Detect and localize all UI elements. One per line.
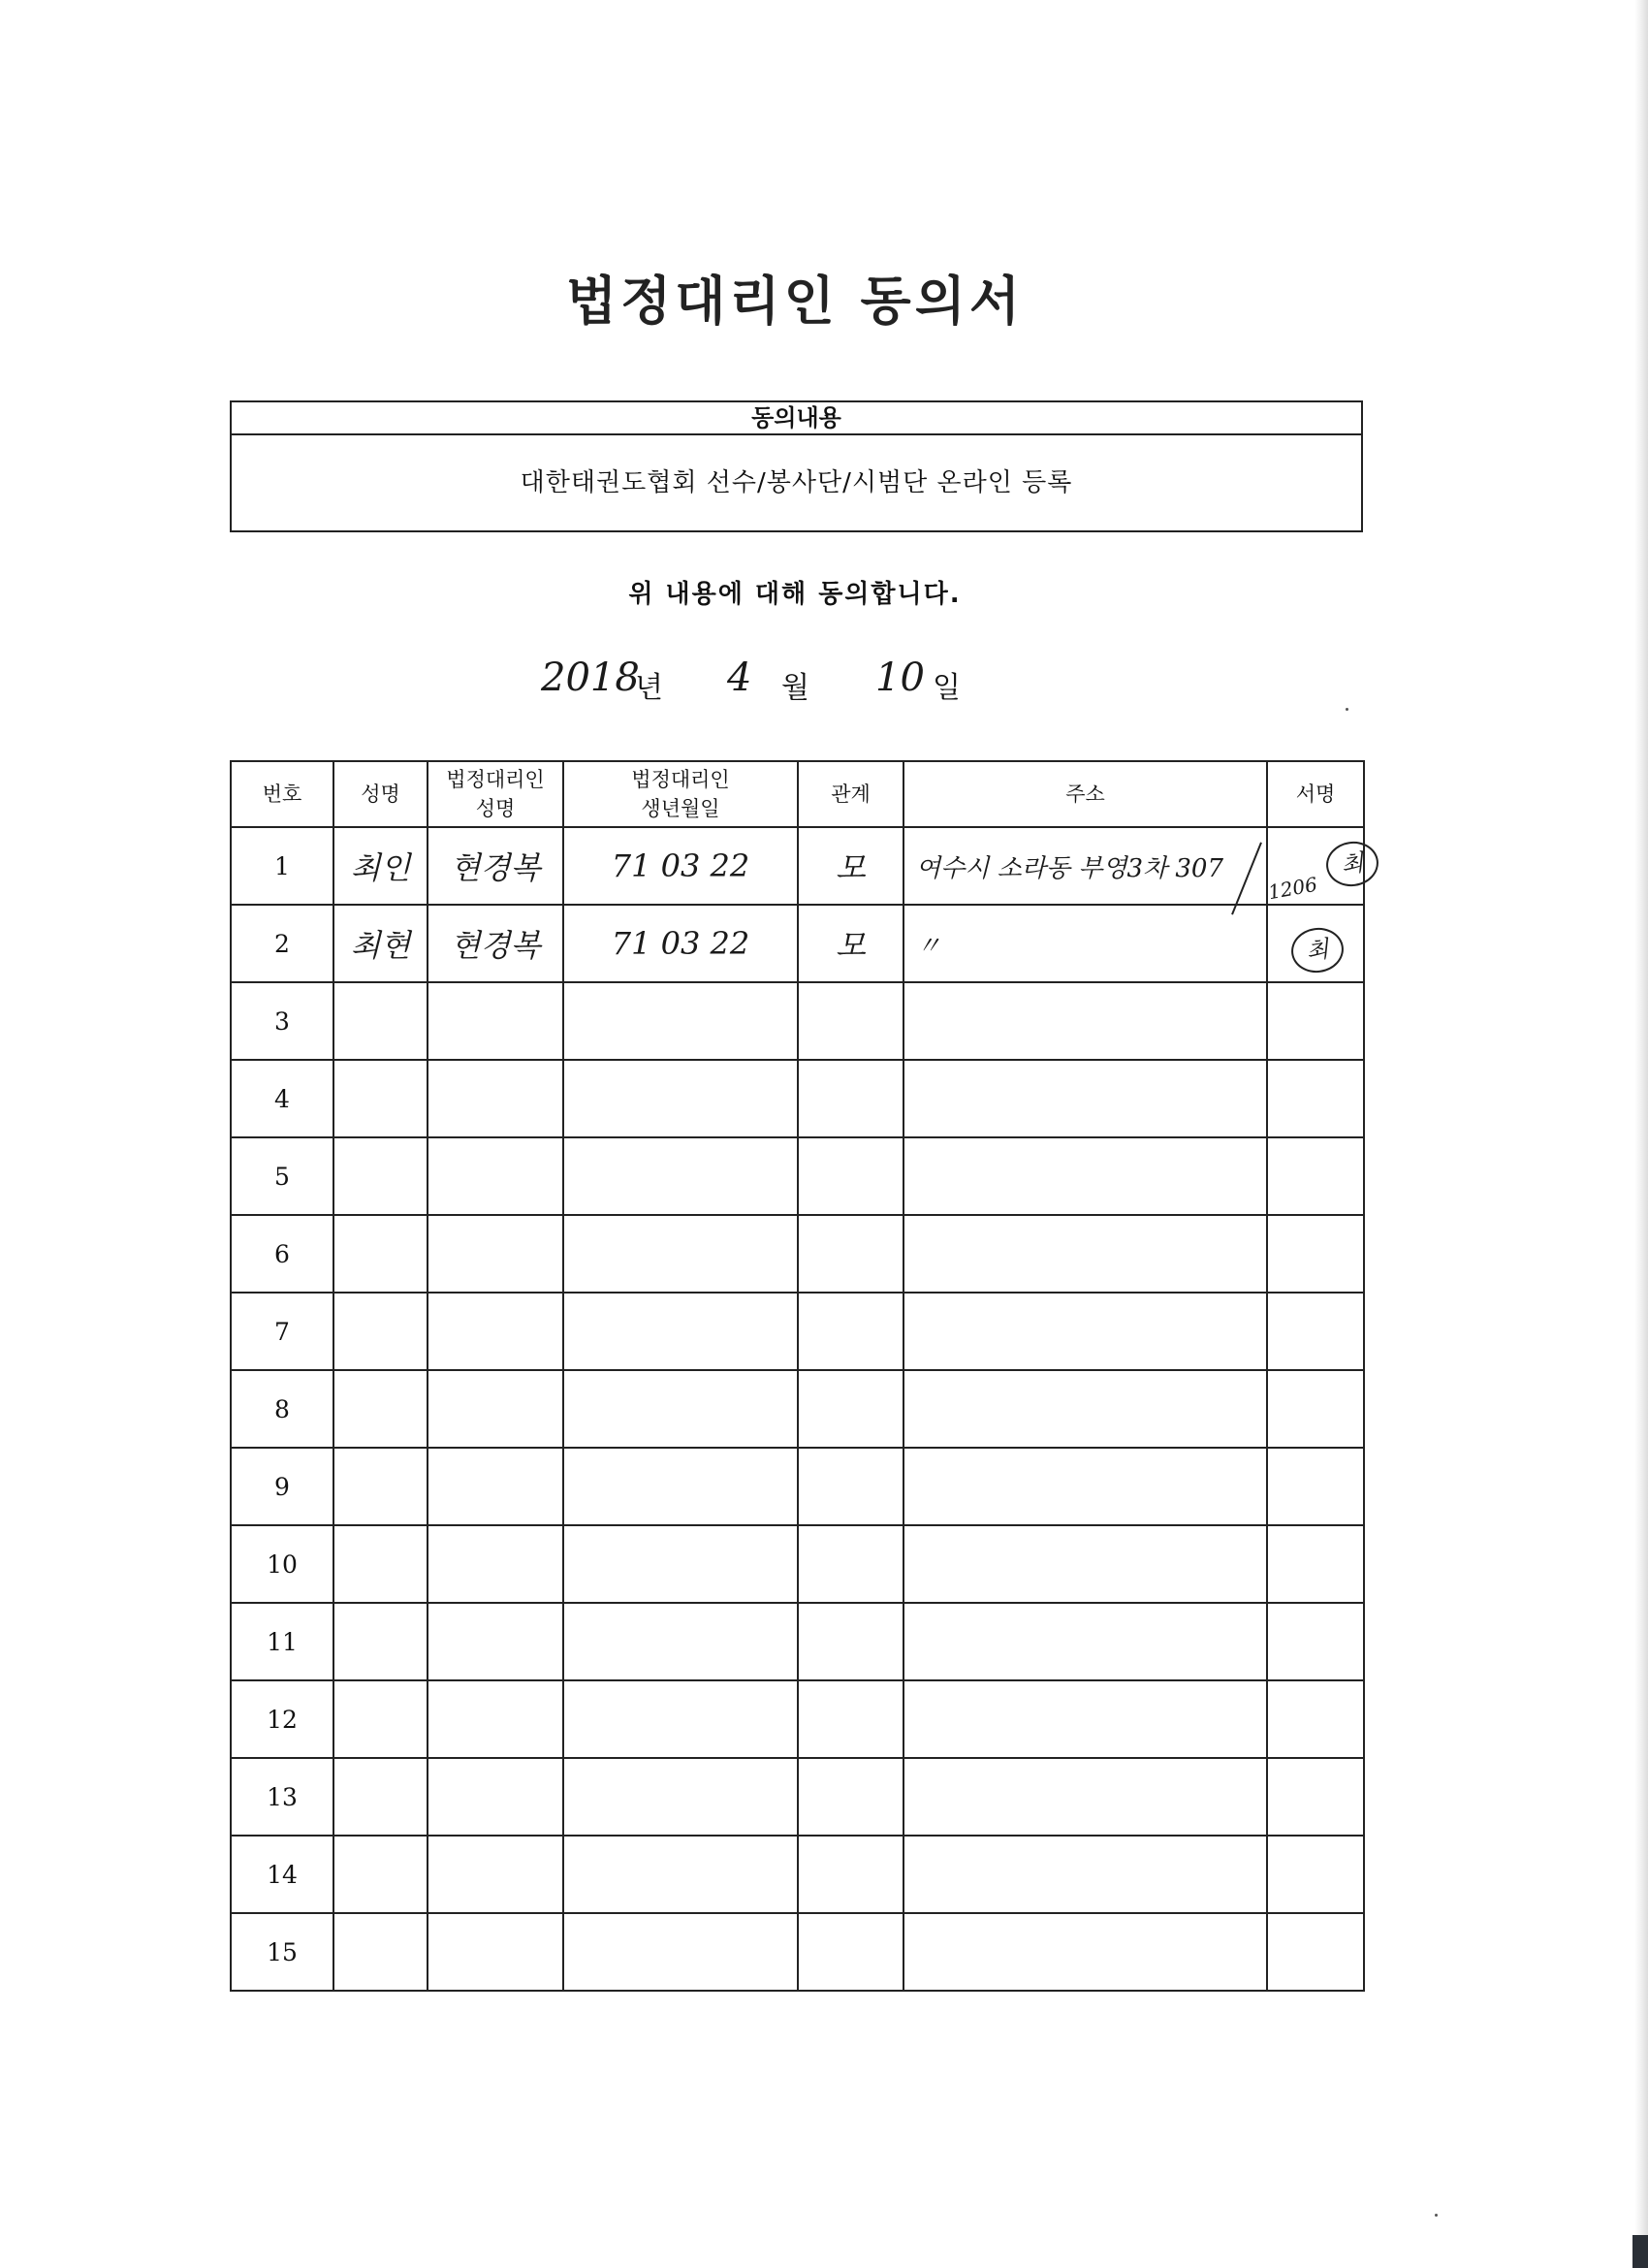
cell-no: 11 bbox=[231, 1603, 333, 1680]
cell-name bbox=[333, 1060, 428, 1137]
cell-address bbox=[903, 1758, 1267, 1836]
date-line bbox=[0, 655, 1648, 714]
cell-relation bbox=[798, 1836, 903, 1913]
scan-speck bbox=[1435, 2214, 1438, 2217]
header-address: 주소 bbox=[903, 761, 1267, 827]
cell-relation bbox=[798, 1680, 903, 1758]
date-day-label: 일 bbox=[933, 671, 961, 705]
consent-content-box bbox=[230, 400, 1363, 532]
cell-signature bbox=[1267, 1836, 1364, 1913]
cell-relation bbox=[798, 1215, 903, 1293]
signature-seal: 최 bbox=[1288, 924, 1347, 975]
row-1-address-extra: 1206 bbox=[1266, 872, 1319, 905]
cell-name bbox=[333, 1603, 428, 1680]
table-row bbox=[231, 905, 1364, 982]
cell-address bbox=[903, 1525, 1267, 1603]
cell-name: 최현 bbox=[333, 905, 428, 982]
header-guardian-birth-line1: 법정대리인 bbox=[631, 768, 730, 791]
cell-address bbox=[903, 1913, 1267, 1991]
cell-guardian-name bbox=[428, 1758, 563, 1836]
cell-name bbox=[333, 1215, 428, 1293]
cell-signature bbox=[1267, 1215, 1364, 1293]
cell-no: 12 bbox=[231, 1680, 333, 1758]
cell-address bbox=[903, 982, 1267, 1060]
cell-no: 5 bbox=[231, 1137, 333, 1215]
agreement-statement: 위 내용에 대해 동의합니다. bbox=[628, 580, 962, 609]
cell-guardian-name bbox=[428, 1680, 563, 1758]
cell-guardian-name bbox=[428, 1603, 563, 1680]
cell-guardian-name bbox=[428, 982, 563, 1060]
cell-guardian-name bbox=[428, 1060, 563, 1137]
cell-guardian-birth: 71 03 22 bbox=[563, 827, 798, 905]
cell-name bbox=[333, 1680, 428, 1758]
table-row bbox=[231, 982, 1364, 1060]
header-signature: 서명 bbox=[1267, 761, 1364, 827]
cell-name bbox=[333, 1137, 428, 1215]
cell-signature bbox=[1267, 1680, 1364, 1758]
table-row bbox=[231, 827, 1364, 905]
consent-content-body: 대한태권도협회 선수/봉사단/시범단 온라인 등록 bbox=[520, 468, 1073, 497]
cell-guardian-name bbox=[428, 1836, 563, 1913]
cell-guardian-birth bbox=[563, 1370, 798, 1448]
table-row bbox=[231, 1525, 1364, 1603]
cell-guardian-name: 현경복 bbox=[428, 827, 563, 905]
cell-no: 10 bbox=[231, 1525, 333, 1603]
guardian-table bbox=[230, 760, 1365, 1992]
cell-relation bbox=[798, 1137, 903, 1215]
cell-signature bbox=[1267, 1370, 1364, 1448]
cell-signature bbox=[1267, 1060, 1364, 1137]
consent-content-header: 동의내용 bbox=[232, 402, 1361, 435]
cell-guardian-name bbox=[428, 1215, 563, 1293]
header-guardian-birth bbox=[563, 761, 798, 827]
date-year-label: 년 bbox=[635, 671, 663, 705]
cell-signature bbox=[1267, 1603, 1364, 1680]
cell-guardian-birth bbox=[563, 1913, 798, 1991]
cell-relation bbox=[798, 1603, 903, 1680]
cell-no: 7 bbox=[231, 1293, 333, 1370]
cell-relation bbox=[798, 1370, 903, 1448]
cell-no: 14 bbox=[231, 1836, 333, 1913]
cell-address: 여수시 소라동 부영3차 307 bbox=[903, 827, 1267, 905]
cell-relation bbox=[798, 1758, 903, 1836]
cell-name bbox=[333, 1448, 428, 1525]
document-title: 법정대리인 동의서 bbox=[565, 271, 1025, 332]
table-row bbox=[231, 1758, 1364, 1836]
cell-relation bbox=[798, 1913, 903, 1991]
cell-name: 최인 bbox=[333, 827, 428, 905]
cell-address bbox=[903, 1293, 1267, 1370]
cell-no: 15 bbox=[231, 1913, 333, 1991]
cell-name bbox=[333, 1370, 428, 1448]
cell-address bbox=[903, 1603, 1267, 1680]
cell-address bbox=[903, 1215, 1267, 1293]
cell-guardian-name bbox=[428, 1293, 563, 1370]
cell-relation bbox=[798, 982, 903, 1060]
cell-name bbox=[333, 1758, 428, 1836]
cell-guardian-birth bbox=[563, 1603, 798, 1680]
cell-address bbox=[903, 1370, 1267, 1448]
cell-guardian-birth bbox=[563, 1215, 798, 1293]
signature-seal: 최 bbox=[1323, 838, 1381, 889]
cell-guardian-birth bbox=[563, 1680, 798, 1758]
table-row bbox=[231, 1603, 1364, 1680]
cell-name bbox=[333, 982, 428, 1060]
cell-guardian-birth bbox=[563, 1293, 798, 1370]
cell-no: 1 bbox=[231, 827, 333, 905]
cell-guardian-birth bbox=[563, 1137, 798, 1215]
table-row bbox=[231, 1137, 1364, 1215]
header-no: 번호 bbox=[231, 761, 333, 827]
table-row bbox=[231, 1913, 1364, 1991]
header-guardian-birth-line2: 생년월일 bbox=[641, 797, 720, 820]
date-year: 2018 bbox=[541, 655, 640, 700]
cell-name bbox=[333, 1836, 428, 1913]
cell-guardian-name bbox=[428, 1448, 563, 1525]
cell-address bbox=[903, 1060, 1267, 1137]
cell-guardian-name bbox=[428, 1525, 563, 1603]
table-body bbox=[231, 827, 1364, 1991]
cell-guardian-birth bbox=[563, 1060, 798, 1137]
table-row bbox=[231, 1293, 1364, 1370]
cell-relation bbox=[798, 1448, 903, 1525]
cell-no: 9 bbox=[231, 1448, 333, 1525]
header-guardian-name bbox=[428, 761, 563, 827]
cell-no: 4 bbox=[231, 1060, 333, 1137]
cell-name bbox=[333, 1293, 428, 1370]
cell-guardian-name: 현경복 bbox=[428, 905, 563, 982]
cell-name bbox=[333, 1525, 428, 1603]
cell-signature bbox=[1267, 982, 1364, 1060]
cell-relation bbox=[798, 1293, 903, 1370]
cell-name bbox=[333, 1913, 428, 1991]
cell-no: 6 bbox=[231, 1215, 333, 1293]
cell-signature bbox=[1267, 1293, 1364, 1370]
cell-guardian-birth bbox=[563, 1525, 798, 1603]
table-row bbox=[231, 1680, 1364, 1758]
header-guardian-name-line1: 법정대리인 bbox=[446, 768, 545, 791]
cell-no: 13 bbox=[231, 1758, 333, 1836]
cell-signature bbox=[1267, 1758, 1364, 1836]
cell-guardian-name bbox=[428, 1913, 563, 1991]
cell-guardian-birth: 71 03 22 bbox=[563, 905, 798, 982]
cell-guardian-name bbox=[428, 1137, 563, 1215]
header-name: 성명 bbox=[333, 761, 428, 827]
table-header-row bbox=[231, 761, 1364, 827]
cell-guardian-birth bbox=[563, 982, 798, 1060]
table-row bbox=[231, 1215, 1364, 1293]
table-row bbox=[231, 1370, 1364, 1448]
cell-address bbox=[903, 1680, 1267, 1758]
cell-guardian-birth bbox=[563, 1448, 798, 1525]
cell-address bbox=[903, 1836, 1267, 1913]
table-row bbox=[231, 1448, 1364, 1525]
cell-relation bbox=[798, 1525, 903, 1603]
cell-guardian-name bbox=[428, 1370, 563, 1448]
header-guardian-name-line2: 성명 bbox=[475, 797, 516, 820]
scan-edge-mark bbox=[1632, 2235, 1648, 2268]
cell-signature bbox=[1267, 1913, 1364, 1991]
date-month-label: 월 bbox=[781, 671, 809, 705]
cell-no: 2 bbox=[231, 905, 333, 982]
cell-signature bbox=[1267, 1525, 1364, 1603]
scan-edge bbox=[1634, 0, 1648, 2268]
cell-address bbox=[903, 1137, 1267, 1215]
cell-no: 8 bbox=[231, 1370, 333, 1448]
date-month: 4 bbox=[727, 655, 752, 700]
cell-relation: 모 bbox=[798, 905, 903, 982]
cell-address bbox=[903, 1448, 1267, 1525]
cell-relation: 모 bbox=[798, 827, 903, 905]
cell-address: 〃 bbox=[903, 905, 1267, 982]
cell-guardian-birth bbox=[563, 1758, 798, 1836]
date-day: 10 bbox=[875, 655, 925, 700]
cell-signature bbox=[1267, 1448, 1364, 1525]
cell-guardian-birth bbox=[563, 1836, 798, 1913]
cell-relation bbox=[798, 1060, 903, 1137]
header-relation: 관계 bbox=[798, 761, 903, 827]
cell-no: 3 bbox=[231, 982, 333, 1060]
table-row bbox=[231, 1060, 1364, 1137]
table-row bbox=[231, 1836, 1364, 1913]
cell-signature bbox=[1267, 1137, 1364, 1215]
